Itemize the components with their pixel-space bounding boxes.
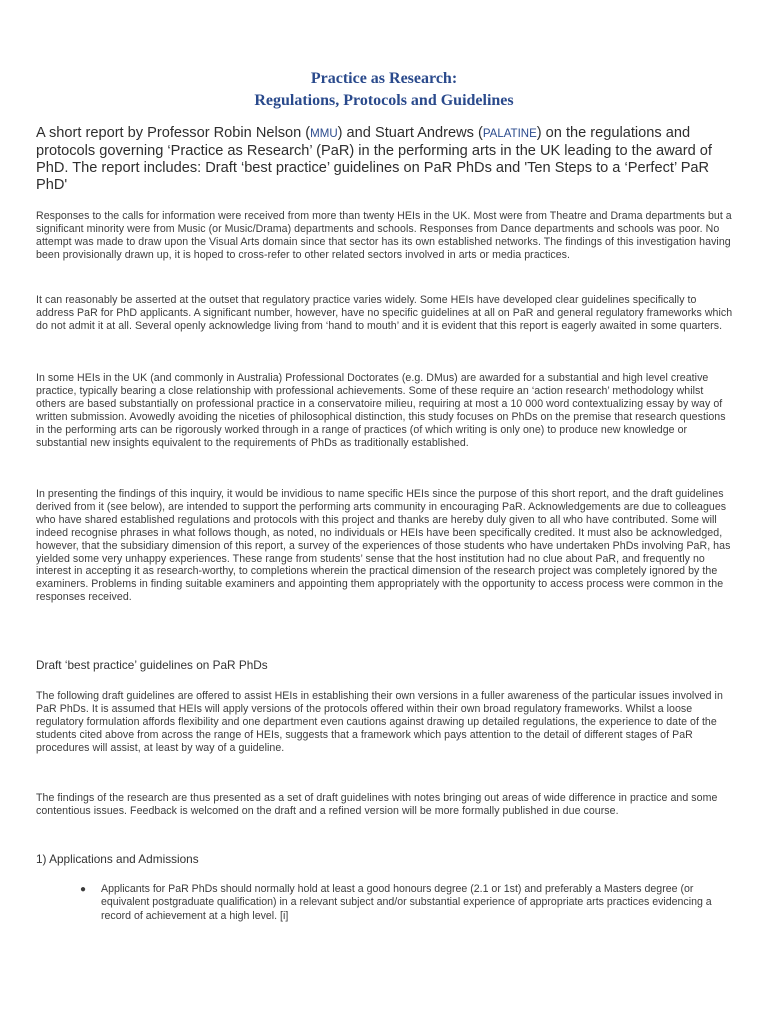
section-heading-applications: 1) Applications and Admissions (36, 852, 199, 866)
body-paragraph-findings: In presenting the findings of this inquiry, it would be invidious to name specific HEIs since the purpose of this short report, and the draft guidelines derived from it (see below), are intended to support the performing arts community in encouraging PaR. Acknowledgements are due to colleagues who have shared established regulations and protocols with this project and thanks are hereby duly given to all who have contributed. Some will indeed recognise phrases in what follows though, as noted, no individuals or HEIs have been specifically credited. It must also be acknowledged, however, that the subsidiary dimension of this report, a survey of the experiences of those students who have undertaken PhDs involving PaR, has yielded some very unhappy experiences. These range from students’ sense that the host institution had no clue about PaR, and frequently no interest in accepting it as research-worthy, to completions wherein the practical dimension of the research project was completely ignored by the examiners. Problems in finding suitable examiners and appointing them appropriately with the opportunity to access process were common in the responses received. (36, 488, 731, 604)
body-paragraph-regulatory-practice: It can reasonably be asserted at the outset that regulatory practice varies widely. Some HEIs have developed clear guidelines specifically to address PaR for PhD applicants. A significant number, however, have no specific guidelines at all on PaR and general regulatory frameworks which do not admit it at all. Several openly acknowledge living from ‘hand to mouth’ and it is evident that this report is eagerly awaited in some quarters. (36, 294, 733, 332)
lead-text-part-1: A short report by Professor Robin Nelson ( (36, 125, 311, 141)
bullet-text: Applicants for PaR PhDs should normally hold at least a good honours degree (2.1 or 1st) and preferably a Masters degree (or equivalent postgraduate qualification) in a relevant subject and/or substantial experience of appropriate arts practices evidencing a record of achievement at a high level. [i] (101, 883, 712, 922)
document-title-line-1: Practice as Research: (310, 70, 458, 87)
lead-text-part-2: ) and Stuart Andrews ( (337, 125, 483, 141)
document-title-line-2: Regulations, Protocols and Guidelines (254, 92, 514, 109)
lead-paragraph (36, 125, 736, 194)
section-heading-best-practice: Draft ‘best practice’ guidelines on PaR PhDs (36, 658, 268, 672)
body-paragraph-responses: Responses to the calls for information were received from more than twenty HEIs in the UK. Most were from Theatre and Drama departments but a significant minority were from Music (or Music/Drama) departments and schools. Responses from Dance departments and schools was poor. No attempt was made to draw upon the Visual Arts domain since that sector has its own established networks. The findings of this investigation having been provisionally drawn up, it is hoped to cross-refer to other related sectors involved in arts or media practices. (36, 210, 732, 261)
bullet-marker: ● (80, 884, 87, 895)
lead-org-palatine: PALATINE (482, 128, 537, 140)
lead-org-mmu: MMU (310, 128, 338, 140)
body-paragraph-feedback: The findings of the research are thus presented as a set of draft guidelines with notes bringing out areas of wide difference in practice and some contentious issues. Feedback is welcomed on the draft and a refined version will be more formally published in due course. (36, 792, 718, 817)
body-paragraph-draft-guidelines: The following draft guidelines are offered to assist HEIs in establishing their own versions in a fuller awareness of the particular issues involved in PaR PhDs. It is assumed that HEIs will apply versions of the protocols offered within their own broad regulatory frameworks. Whilst a loose regulatory formulation affords flexibility and one department even cautions against drawing up detailed regulations, the experience to date of the students cited above from across the range of HEIs, suggests that a framework which pays attention to the detail of different stages of PaR procedures will assist, at least by way of a guideline. (36, 690, 723, 754)
body-paragraph-professional-doctorates: In some HEIs in the UK (and commonly in Australia) Professional Doctorates (e.g. DMus) are awarded for a substantial and high level creative practice, typically bearing a close relationship with professional achievements. Some of these require an ‘action research’ methodology whilst others are based substantially on professional practice in a conservatoire milieu, requiring at most a 10 000 word contextualizing essay by way of written submission. Avowedly avoiding the niceties of philosophical distinction, this study focuses on PhDs on the premise that research questions in the performing arts can be rigorously worked through in a range of practices (of which writing is only one) to produce new knowledge or substantial new insights equivalent to the requirements of PhDs as traditionally established. (36, 372, 726, 449)
lead-text-part-3: ) on the regulations and protocols governing ‘Practice as Research’ (PaR) in the performing arts in the UK leading to the award of PhD. The report includes: Draft ‘best practice’ guidelines on PaR PhDs and 'Ten Steps to a ‘Perfect’ PaR PhD' (36, 125, 712, 193)
